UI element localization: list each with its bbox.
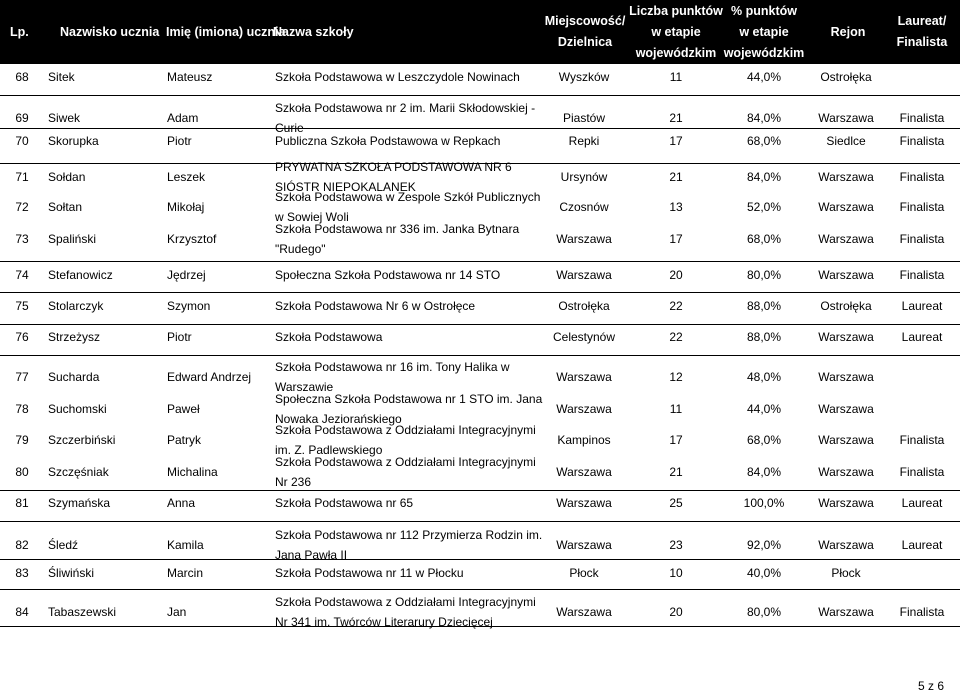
cell-school: PRYWATNA SZKOŁA PODSTAWOWA NR 6 SIÓSTR NIEPOKALANEK	[275, 160, 512, 194]
cell-place: Repki	[568, 134, 600, 148]
cell-name: Kamila	[167, 538, 204, 552]
row-divider	[0, 292, 960, 293]
cell-name: Mateusz	[167, 70, 213, 84]
cell-name: Adam	[167, 111, 199, 125]
cell-points: 25	[669, 496, 683, 510]
cell-place: Warszawa	[556, 605, 612, 619]
header-lp: Lp.	[10, 25, 29, 39]
cell-name: Michalina	[167, 465, 218, 479]
cell-place: Warszawa	[556, 232, 612, 246]
cell-surname: Śliwiński	[48, 566, 95, 580]
cell-points: 21	[669, 111, 683, 125]
cell-lp: 80	[15, 465, 29, 479]
cell-region: Warszawa	[818, 465, 874, 479]
cell-place: Kampinos	[557, 433, 611, 447]
cell-points: 11	[669, 70, 683, 84]
cell-surname: Stefanowicz	[48, 268, 113, 282]
cell-result: Finalista	[899, 433, 945, 447]
cell-name: Mikołaj	[167, 200, 205, 214]
cell-result: Finalista	[899, 170, 945, 184]
cell-result: Laureat	[901, 299, 943, 313]
cell-school: Szkoła Podstawowa nr 65	[275, 496, 414, 510]
cell-place: Czosnów	[559, 200, 609, 214]
cell-points: 21	[669, 465, 683, 479]
cell-percent: 48,0%	[746, 370, 782, 384]
cell-result: Finalista	[899, 465, 945, 479]
cell-surname: Suchomski	[48, 402, 107, 416]
cell-place: Celestynów	[552, 330, 616, 344]
cell-school: Szkoła Podstawowa z Oddziałami Integracyjnymi Nr 341 im. Twórców Literarury Dziecięcej	[275, 595, 536, 629]
cell-surname: Śledź	[48, 538, 79, 552]
cell-lp: 73	[15, 232, 29, 246]
cell-place: Płock	[569, 566, 599, 580]
cell-place: Warszawa	[556, 538, 612, 552]
cell-region: Warszawa	[818, 111, 874, 125]
row-divider	[0, 355, 960, 356]
cell-region: Warszawa	[818, 232, 874, 246]
header-points-line: w etapie	[651, 25, 701, 39]
header-percent	[724, 1, 805, 64]
cell-surname: Sołdan	[48, 170, 86, 184]
header-result	[897, 11, 948, 53]
cell-result: Finalista	[899, 200, 945, 214]
header-surname: Nazwisko ucznia	[60, 25, 160, 39]
cell-school: Szkoła Podstawowa z Oddziałami Integracyjnymi im. Z. Padlewskiego	[275, 423, 536, 457]
cell-region: Płock	[831, 566, 861, 580]
cell-percent: 84,0%	[746, 111, 782, 125]
cell-points: 22	[669, 330, 683, 344]
cell-percent: 44,0%	[746, 70, 782, 84]
cell-surname: Stolarczyk	[48, 299, 104, 313]
header-percent-line: w etapie	[739, 25, 789, 39]
cell-name: Piotr	[167, 330, 192, 344]
cell-lp: 81	[15, 496, 29, 510]
cell-surname: Skorupka	[48, 134, 99, 148]
cell-school: Szkoła Podstawowa nr 16 im. Tony Halika w Warszawie	[275, 360, 510, 394]
cell-lp: 72	[15, 200, 29, 214]
cell-points: 17	[669, 232, 683, 246]
cell-school: Społeczna Szkoła Podstawowa nr 1 STO im. Jana Nowaka Jeziorańskiego	[275, 392, 543, 426]
cell-name: Szymon	[167, 299, 211, 313]
cell-region: Warszawa	[818, 170, 874, 184]
header-result-line: Finalista	[896, 35, 948, 49]
header-names: Imię (imiona) ucznia	[166, 25, 286, 39]
cell-lp: 75	[15, 299, 29, 313]
cell-points: 23	[669, 538, 683, 552]
page-number: 5 z 6	[917, 679, 944, 693]
header-points-line: Liczba punktów	[629, 4, 723, 18]
cell-name: Jędrzej	[167, 268, 206, 282]
cell-school: Szkoła Podstawowa nr 2 im. Marii Skłodowskiej - Curie	[275, 101, 536, 135]
row-divider	[0, 589, 960, 590]
cell-percent: 84,0%	[746, 465, 782, 479]
cell-school: Społeczna Szkoła Podstawowa nr 14 STO	[275, 268, 501, 282]
cell-school: Szkoła Podstawowa	[275, 330, 383, 344]
cell-points: 17	[669, 433, 683, 447]
cell-points: 21	[669, 170, 683, 184]
cell-name: Patryk	[167, 433, 202, 447]
cell-school: Szkoła Podstawowa w Leszczydole Nowinach	[275, 70, 520, 84]
cell-school: Szkoła Podstawowa nr 112 Przymierza Rodzin im. Jana Pawła II	[275, 528, 543, 562]
cell-lp: 77	[15, 370, 29, 384]
cell-region: Warszawa	[818, 330, 874, 344]
row-divider	[0, 95, 960, 96]
cell-points: 22	[669, 299, 683, 313]
cell-place: Warszawa	[556, 268, 612, 282]
table-header	[0, 0, 960, 64]
cell-place: Warszawa	[556, 402, 612, 416]
cell-surname: Tabaszewski	[48, 605, 117, 619]
cell-points: 11	[669, 402, 683, 416]
cell-region: Warszawa	[818, 538, 874, 552]
cell-percent: 68,0%	[746, 433, 782, 447]
cell-place: Ursynów	[560, 170, 608, 184]
cell-result: Finalista	[899, 605, 945, 619]
cell-region: Ostrołęka	[820, 299, 872, 313]
cell-points: 13	[669, 200, 683, 214]
cell-surname: Szymańska	[48, 496, 111, 510]
cell-percent: 92,0%	[746, 538, 782, 552]
header-percent-line: wojewódzkim	[723, 46, 805, 60]
cell-percent: 68,0%	[746, 232, 782, 246]
header-place-line: Miejscowość/	[544, 14, 626, 28]
cell-place: Piastów	[562, 111, 606, 125]
header-school: Nazwa szkoły	[273, 25, 354, 39]
header-points	[629, 1, 723, 64]
header-result-line: Laureat/	[897, 14, 947, 28]
cell-school: Szkoła Podstawowa nr 11 w Płocku	[275, 566, 464, 580]
row-divider	[0, 324, 960, 325]
cell-percent: 80,0%	[746, 605, 782, 619]
cell-region: Warszawa	[818, 605, 874, 619]
cell-school: Szkoła Podstawowa nr 336 im. Janka Bytnara "Rudego"	[275, 222, 520, 256]
cell-region: Warszawa	[818, 268, 874, 282]
cell-result: Laureat	[901, 538, 943, 552]
cell-result: Finalista	[899, 268, 945, 282]
cell-place: Warszawa	[556, 370, 612, 384]
cell-surname: Szczerbiński	[48, 433, 116, 447]
cell-name: Paweł	[167, 402, 200, 416]
header-place	[545, 11, 626, 53]
cell-surname: Sitek	[48, 70, 75, 84]
cell-region: Warszawa	[818, 496, 874, 510]
cell-place: Wyszków	[558, 70, 610, 84]
cell-lp: 70	[15, 134, 29, 148]
cell-surname: Sołtan	[48, 200, 83, 214]
cell-name: Edward Andrzej	[167, 370, 252, 384]
cell-surname: Strzeżysz	[48, 330, 101, 344]
cell-result: Finalista	[899, 111, 945, 125]
cell-percent: 40,0%	[746, 566, 782, 580]
cell-lp: 83	[15, 566, 29, 580]
cell-points: 20	[669, 605, 683, 619]
cell-region: Siedlce	[826, 134, 866, 148]
cell-name: Leszek	[167, 170, 206, 184]
cell-percent: 84,0%	[746, 170, 782, 184]
cell-lp: 68	[15, 70, 29, 84]
header-points-line: wojewódzkim	[635, 46, 717, 60]
cell-name: Krzysztof	[167, 232, 217, 246]
cell-percent: 100,0%	[743, 496, 785, 510]
cell-surname: Sucharda	[48, 370, 100, 384]
cell-region: Ostrołęka	[820, 70, 872, 84]
header-place-line: Dzielnica	[557, 35, 613, 49]
cell-school: Szkoła Podstawowa Nr 6 w Ostrołęce	[275, 299, 476, 313]
cell-lp: 69	[15, 111, 29, 125]
row-divider	[0, 521, 960, 522]
cell-region: Warszawa	[818, 370, 874, 384]
cell-school: Szkoła Podstawowa w Zespole Szkół Publicznych w Sowiej Woli	[275, 190, 541, 224]
header-region: Rejon	[830, 25, 866, 39]
row-divider	[0, 261, 960, 262]
cell-lp: 82	[15, 538, 29, 552]
cell-result: Laureat	[901, 496, 943, 510]
cell-lp: 71	[15, 170, 29, 184]
cell-points: 10	[669, 566, 683, 580]
cell-name: Jan	[167, 605, 187, 619]
cell-place: Warszawa	[556, 496, 612, 510]
cell-lp: 76	[15, 330, 29, 344]
cell-region: Warszawa	[818, 200, 874, 214]
cell-result: Laureat	[901, 330, 943, 344]
cell-lp: 78	[15, 402, 29, 416]
cell-surname: Szczęśniak	[48, 465, 109, 479]
cell-region: Warszawa	[818, 402, 874, 416]
cell-place: Warszawa	[556, 465, 612, 479]
cell-percent: 52,0%	[746, 200, 782, 214]
cell-surname: Spaliński	[48, 232, 97, 246]
cell-place: Ostrołęka	[558, 299, 610, 313]
cell-percent: 44,0%	[746, 402, 782, 416]
cell-points: 17	[669, 134, 683, 148]
cell-region: Warszawa	[818, 433, 874, 447]
cell-name: Marcin	[167, 566, 204, 580]
cell-name: Anna	[167, 496, 196, 510]
cell-points: 20	[669, 268, 683, 282]
cell-surname: Siwek	[48, 111, 81, 125]
cell-points: 12	[669, 370, 683, 384]
cell-percent: 80,0%	[746, 268, 782, 282]
cell-percent: 88,0%	[746, 330, 782, 344]
cell-percent: 88,0%	[746, 299, 782, 313]
header-percent-line: % punktów	[731, 4, 797, 18]
cell-lp: 84	[15, 605, 29, 619]
cell-result: Finalista	[899, 232, 945, 246]
cell-school: Szkoła Podstawowa z Oddziałami Integracyjnymi Nr 236	[275, 455, 536, 489]
cell-lp: 79	[15, 433, 29, 447]
cell-percent: 68,0%	[746, 134, 782, 148]
cell-result: Finalista	[899, 134, 945, 148]
cell-lp: 74	[15, 268, 29, 282]
cell-name: Piotr	[167, 134, 192, 148]
cell-school: Publiczna Szkoła Podstawowa w Repkach	[275, 134, 501, 148]
